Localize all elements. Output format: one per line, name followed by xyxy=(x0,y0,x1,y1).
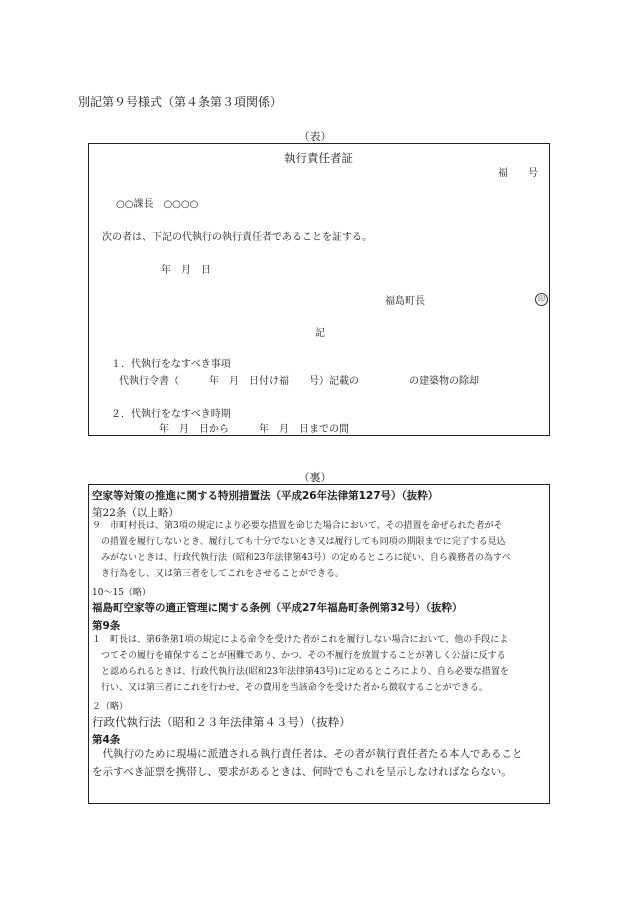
form-title: 別記第９号様式（第４条第３項関係） xyxy=(78,95,283,109)
law3-paragraph xyxy=(92,745,523,781)
issuer: 福島町長 xyxy=(385,296,425,307)
law3-line: 代執行のために現場に派遣される執行責任者は、その者が執行責任者たる本人であること xyxy=(92,748,523,760)
back-side-label: （裏） xyxy=(298,471,332,484)
law1-line: の措置を履行しないとき、履行しても十分でないとき又は履行しても同項の期限までに完了する見込 xyxy=(92,537,506,547)
law1-line: みがないときは、行政代執行法（昭和23年法律第43号）の定めるところに従い、自ら義務者の為すべ xyxy=(92,553,511,563)
law3-article: 第4条 xyxy=(92,734,121,746)
law2-line: 行い、又は第三者にこれを行わせ、その費用を当該命令を受けた者から徴収することができる。 xyxy=(92,683,488,693)
item1-body: 代執行令書（ 年 月 日付け福 号）記載の の建築物の除却 xyxy=(119,376,479,387)
addressee: ○○課長 ○○○○ xyxy=(116,199,199,210)
law1-paragraph xyxy=(92,518,511,582)
certificate-heading: 執行責任者証 xyxy=(284,151,353,165)
statement: 次の者は、下記の代執行の執行責任者であることを証する。 xyxy=(102,232,372,243)
law1-line: き行為をし、又は第三者をしてこれをさせることができる。 xyxy=(92,569,345,579)
certificate-number: 福 号 xyxy=(498,168,538,179)
law1-article: 第22条（以上略） xyxy=(92,507,179,519)
item2-body: 年 月 日から 年 月 日までの間 xyxy=(159,424,349,435)
item2-title: ２．代執行をなすべき時期 xyxy=(111,409,231,420)
law2-line: と認められるときは、行政代執行法(昭和23年法律第43号)に定めるところにより、自ら必要な措置を xyxy=(92,667,509,677)
law2-title: 福島町空家等の適正管理に関する条例（平成27年福島町条例第32号）（抜粋） xyxy=(92,602,463,614)
law2-paragraph xyxy=(92,632,509,696)
item1-title: １．代執行をなすべき事項 xyxy=(111,359,231,370)
law1-line: ９ 市町村長は、第3項の規定により必要な措置を命じた場合において、その措置を命ぜられた者がそ xyxy=(92,521,503,531)
law3-title: 行政代執行法（昭和２３年法律第４３号）（抜粋） xyxy=(92,715,351,729)
front-certificate-box xyxy=(88,143,550,436)
back-law-excerpts-box xyxy=(88,484,550,804)
front-side-label: （表） xyxy=(298,130,332,143)
law2-line: つてその履行を確保することが困難であり、かつ、その不履行を放置することが著しく公益に反する xyxy=(92,651,506,661)
law1-omit: 10～15（略） xyxy=(92,588,151,598)
law2-article: 第9条 xyxy=(92,620,121,632)
law2-line: １ 町長は、第6条第1項の規定による命令を受けた者がこれを履行しない場合において、他の手段によ xyxy=(92,635,509,645)
ki-label: 記 xyxy=(315,328,325,339)
law1-title: 空家等対策の推進に関する特別措置法（平成26年法律第127号）（抜粋） xyxy=(92,490,439,502)
law2-omit: ２（略） xyxy=(92,702,129,712)
law3-line: を示すべき証票を携帯し、要求があるときは、何時でもこれを呈示しなければならない。 xyxy=(92,766,512,778)
seal-mark-icon: 印 xyxy=(535,293,548,306)
issue-date: 年 月 日 xyxy=(161,265,211,276)
